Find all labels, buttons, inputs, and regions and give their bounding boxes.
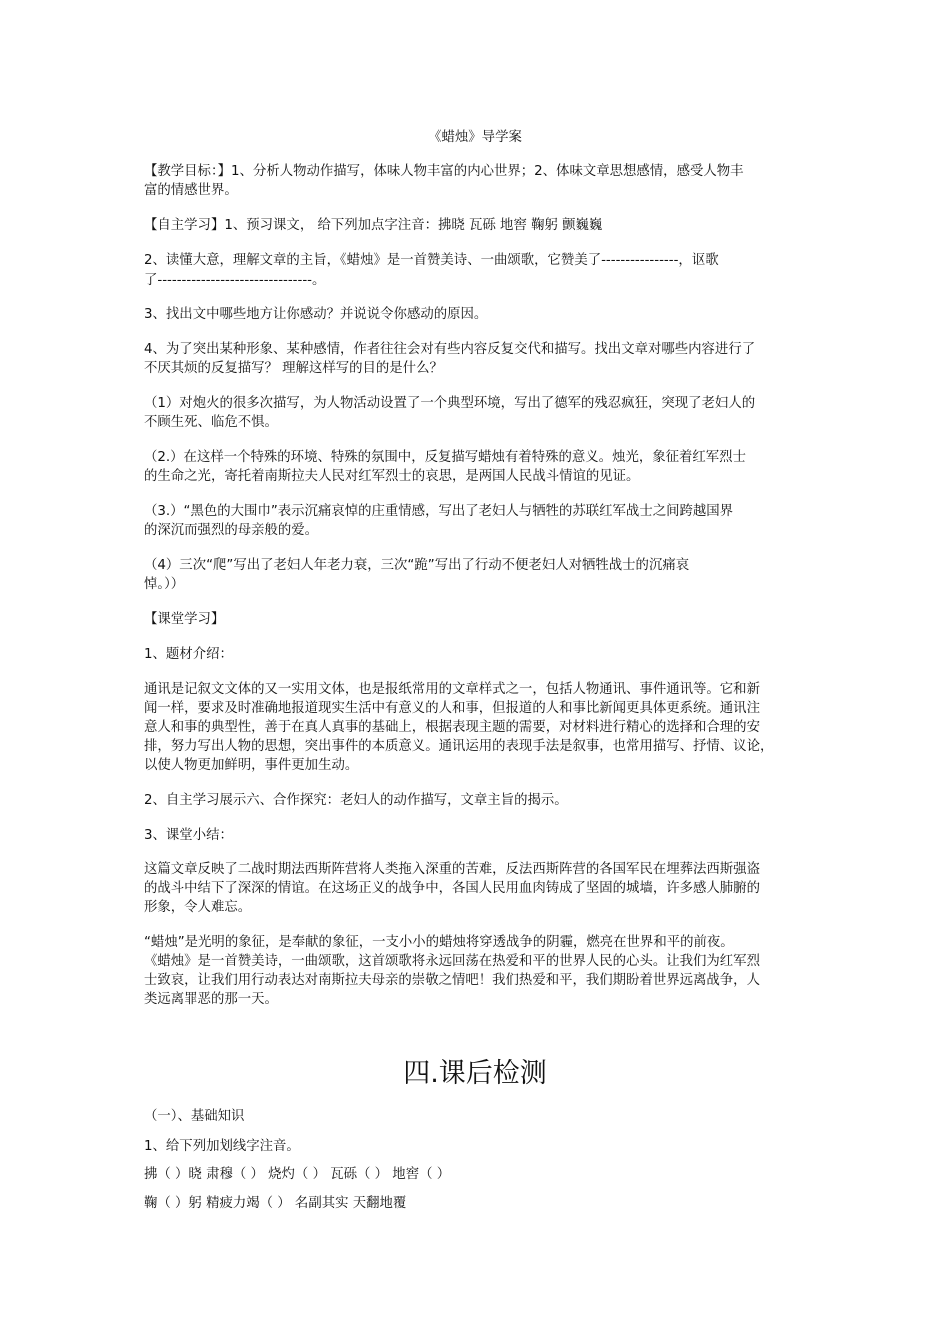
summary-2-line-4: 类远离罪恶的那一天。 (144, 992, 278, 1007)
self-study-line: 【自主学习】1、预习课文， 给下列加点字注音：拂晓 瓦砾 地窖 鞠躬 颤巍巍 (144, 218, 603, 233)
summary-1-line-3: 形象，令人难忘。 (144, 900, 252, 915)
answer-3-line-1: （3.）“黑色的大围巾”表示沉痛哀悼的庄重情感，写出了老妇人与牺牲的苏联红军战士之间跨越国界 (144, 504, 734, 519)
topic-text-line-2: 闻一样，要求及时准确地报道现实生活中有意义的人和事，但报道的人和事比新闻更具体更系统。通讯注 (144, 701, 760, 716)
topic-text-line-1: 通讯是记叙文文体的又一实用文体，也是报纸常用的文章样式之一，包括人物通讯、事件通讯等。它和新 (144, 682, 760, 697)
answer-4-line-1: （4）三次“爬”写出了老妇人年老力衰，三次“跪”写出了行动不便老妇人对牺牲战士的沉痛哀 (144, 558, 690, 573)
summary-1-line-2: 的战斗中结下了深深的情谊。在这场正义的战争中，各国人民用血肉铸成了坚固的城墙，许多感人肺腑的 (144, 881, 760, 896)
question-4-line-1: 4、为了突出某种形象、某种感情，作者往往会对有些内容反复交代和描写。找出文章对哪些内容进行了 (144, 342, 756, 357)
topic-text-line-5: 以使人物更加鲜明，事件更加生动。 (144, 758, 359, 773)
exercise-1-row-1: 拂（ ）晓 肃穆（ ） 烧灼（ ） 瓦砾（ ） 地窖（ ） (144, 1167, 451, 1182)
section-heading: 四.课后检测 (403, 1058, 547, 1089)
item-2: 2、自主学习展示六、合作探究：老妇人的动作描写，文章主旨的揭示。 (144, 793, 568, 808)
basic-knowledge-label: （一）、基础知识 (144, 1109, 245, 1124)
topic-text-line-4: 排，努力写出人物的思想，突出事件的本质意义。通讯运用的表现手法是叙事，也常用描写、抒情、议论， (144, 739, 774, 754)
answer-3-line-2: 的深沉而强烈的母亲般的爱。 (144, 523, 319, 538)
goals-line-1: 【教学目标：】1、分析人物动作描写，体味人物丰富的内心世界；2、体味文章思想感情，感受人物丰 (144, 164, 744, 179)
document-title: 《蜡烛》导学案 (428, 130, 522, 145)
question-2-line-1: 2、读懂大意，理解文章的主旨，《蜡烛》是一首赞美诗、一曲颂歌，它赞美了----------------，讴歌 (144, 253, 719, 268)
summary-2-line-2: 《蜡烛》是一首赞美诗，一曲颂歌，这首颂歌将永远回荡在热爱和平的世界人民的心头。让我们为红军烈 (144, 954, 760, 969)
topic-label: 1、题材介绍： (144, 647, 233, 662)
exercise-1-row-2: 鞠（ ）躬 精疲力竭（ ） 名副其实 天翻地覆 (144, 1196, 407, 1211)
summary-2-line-1: “蜡烛”是光明的象征，是奉献的象征，一支小小的蜡烛将穿透战争的阴霾，燃亮在世界和平的前夜。 (144, 935, 734, 950)
question-2-line-2: 了--------------------------------。 (144, 273, 326, 288)
answer-1-line-2: 不顾生死、临危不惧。 (144, 415, 278, 430)
answer-1-line-1: （1）对炮火的很多次描写，为人物活动设置了一个典型环境，写出了德军的残忍疯狂，突现了老妇人的 (144, 396, 756, 411)
answer-2-line-2: 的生命之光，寄托着南斯拉夫人民对红军烈士的哀思，是两国人民战斗情谊的见证。 (144, 469, 640, 484)
summary-1-line-1: 这篇文章反映了二战时期法西斯阵营将人类拖入深重的苦难，反法西斯阵营的各国军民在埋葬法西斯强盗 (144, 862, 760, 877)
goals-line-2: 富的情感世界。 (144, 183, 238, 198)
topic-text-line-3: 意人和事的典型性，善于在真人真事的基础上，根据表现主题的需要，对材料进行精心的选择和合理的安 (144, 720, 760, 735)
class-study-label: 【课堂学习】 (144, 612, 225, 627)
summary-2-line-3: 士致哀，让我们用行动表达对南斯拉夫母亲的崇敬之情吧！我们热爱和平，我们期盼着世界远离战争，人 (144, 973, 760, 988)
answer-4-line-2: 悼。）） (144, 577, 185, 592)
answer-2-line-1: （2.）在这样一个特殊的环境、特殊的氛围中，反复描写蜡烛有着特殊的意义。烛光，象征着红军烈士 (144, 450, 746, 465)
exercise-1-prompt: 1、给下列加划线字注音。 (144, 1139, 300, 1154)
question-3: 3、找出文中哪些地方让你感动？并说说令你感动的原因。 (144, 307, 488, 322)
summary-label: 3、课堂小结： (144, 828, 233, 843)
question-4-line-2: 不厌其烦的反复描写？ 理解这样写的目的是什么？ (144, 361, 443, 376)
